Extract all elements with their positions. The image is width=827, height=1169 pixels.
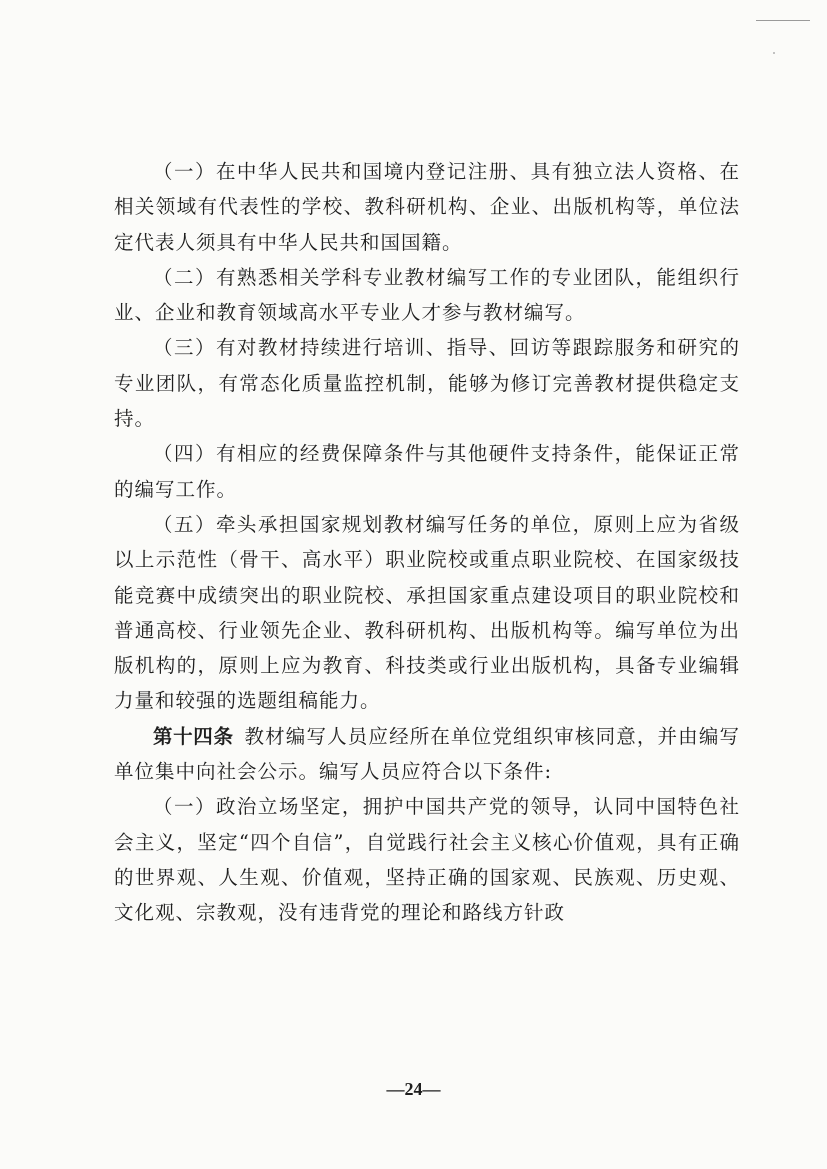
paragraph-3: （三）有对教材持续进行培训、指导、回访等跟踪服务和研究的专业团队，有常态化质量监控机制，能够为修订完善教材提供稳定支持。 <box>114 336 740 431</box>
article-14-paragraph: 第十四条 教材编写人员应经所在单位党组织审核同意，并由编写单位集中向社会公示。编写人员应符合以下条件: <box>114 724 740 784</box>
paragraph-1: （一）在中华人民共和国境内登记注册、具有独立法人资格、在相关领域有代表性的学校、教科研机构、企业、出版机构等，单位法定代表人须具有中华人民共和国国籍。 <box>114 160 740 254</box>
paragraph-5: （五）牵头承担国家规划教材编写任务的单位，原则上应为省级以上示范性（骨干、高水平）职业院校或重点职业院校、在国家级技能竞赛中成绩突出的职业院校、承担国家重点建设项目的职业院校和普通高校、行业领先企业、教科研机构、出版机构等。编写单位为出版机构的，原则上应为教育、科技类或行业出版机构，具备专业编辑力量和较强的选题组稿能力。 <box>114 512 740 713</box>
page-number: —24— <box>386 1079 441 1099</box>
article-label: 第十四条 <box>153 724 234 748</box>
paragraph-4: （四）有相应的经费保障条件与其他硬件支持条件，能保证正常的编写工作。 <box>114 442 740 501</box>
paragraph-2: （二）有熟悉相关学科专业教材编写工作的专业团队，能组织行业、企业和教育领域高水平专业人才参与教材编写。 <box>114 265 740 325</box>
scan-speck <box>773 52 775 54</box>
top-margin-rule <box>756 20 810 21</box>
paragraph-7: （一）政治立场坚定，拥护中国共产党的领导，认同中国特色社会主义，坚定“四个自信”，自觉践行社会主义核心价值观，具有正确的世界观、人生观、价值观，坚持正确的国家观、民族观、历史观、文化观、宗教观，没有违背党的理论和路线方针政 <box>114 795 740 925</box>
document-body <box>114 154 740 931</box>
